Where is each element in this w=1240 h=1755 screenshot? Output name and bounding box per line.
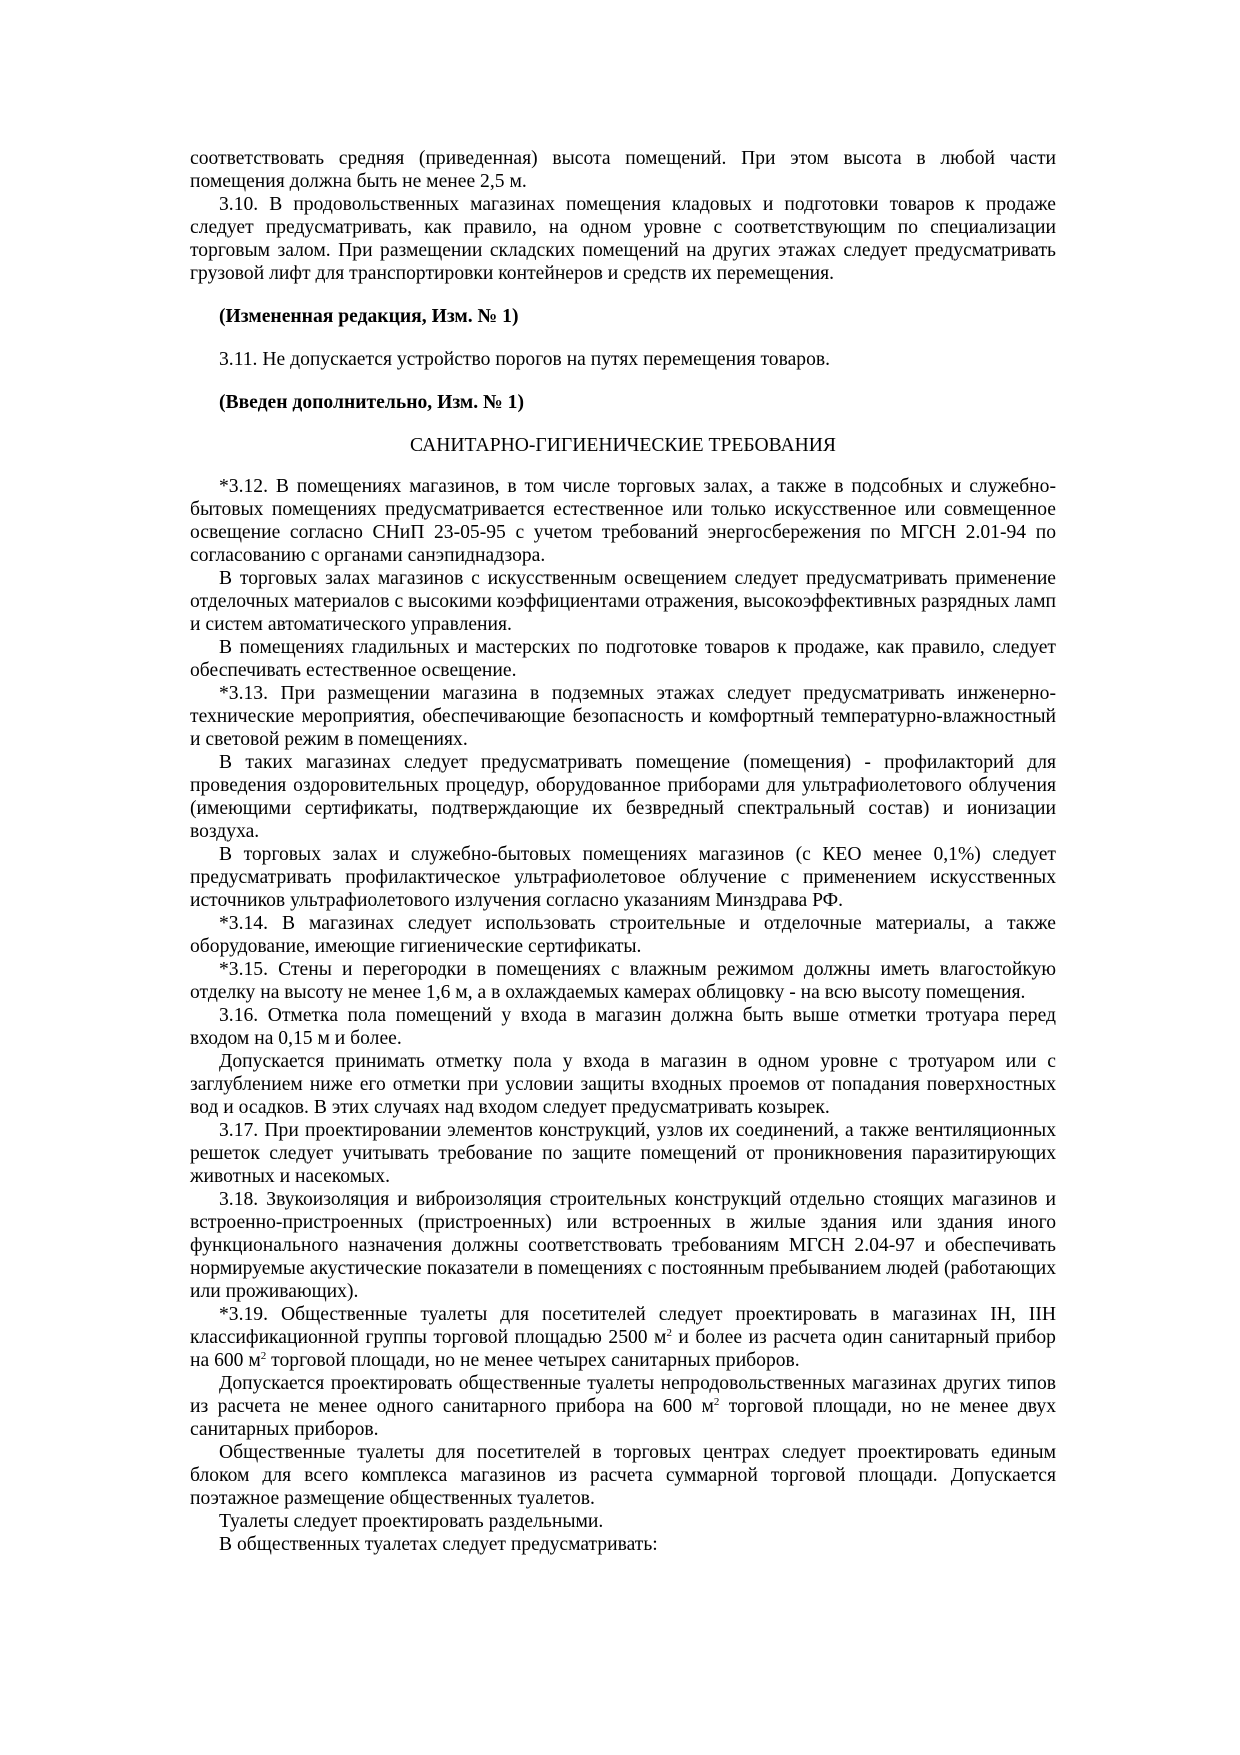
paragraph-3-13: *3.13. При размещении магазина в подземных этажах следует предусматривать инженерно-технические мероприятия, обеспечивающие безопасность и комфортный температурно-влажностный и световой режим в помещениях. <box>190 683 1056 750</box>
amendment-note-2: (Введен дополнительно, Изм. № 1) <box>219 392 524 413</box>
document-page <box>190 147 1056 1556</box>
paragraph-3-19-d: Туалеты следует проектировать раздельными. <box>219 1511 604 1532</box>
paragraph-3-19-b-text-2: торговой площади, но не менее двух санитарных приборов. <box>190 1396 1056 1440</box>
paragraph-3-12-b: В торговых залах магазинов с искусственным освещением следует предусматривать применение отделочных материалов с высокими коэффициентами отражения, высокоэффективных разрядных ламп и систем автоматического управления. <box>190 568 1056 635</box>
paragraph-3-15: *3.15. Стены и перегородки в помещениях с влажным режимом должны иметь влагостойкую отделку на высоту не менее 1,6 м, а в охлаждаемых камерах облицовку - на всю высоту помещения. <box>190 959 1056 1003</box>
paragraph-3-19-c: Общественные туалеты для посетителей в торговых центрах следует проектировать единым блоком для всего комплекса магазинов из расчета суммарной торговой площади. Допускается поэтажное размещение общественных туалетов. <box>190 1442 1056 1509</box>
paragraph-3-13-c: В торговых залах и служебно-бытовых помещениях магазинов (с КЕО менее 0,1%) следует предусматривать профилактическое ультрафиолетовое облучение с применением искусственных источников ультрафиолетового излучения согласно указаниям Минздрава РФ. <box>190 844 1056 911</box>
paragraph-3-18: 3.18. Звукоизоляция и виброизоляция строительных конструкций отдельно стоящих магазинов и встроенно-пристроенных (пристроенных) или встроенных в жилые здания или здания иного функционального назначения должны соответствовать требованиям МГСН 2.04-97 и обеспечивать нормируемые акустические показатели в помещениях с постоянным пребыванием людей (работающих или проживающих). <box>190 1189 1056 1302</box>
paragraph-3-10: 3.10. В продовольственных магазинах помещения кладовых и подготовки товаров к продаже следует предусматривать, как правило, на одном уровне с соответствующим по специализации торговым залом. При размещении складских помещений на других этажах следует предусматривать грузовой лифт для транспортировки контейнеров и средств их перемещения. <box>190 194 1056 284</box>
section-heading: САНИТАРНО-ГИГИЕНИЧЕСКИЕ ТРЕБОВАНИЯ <box>410 435 836 456</box>
paragraph-3-13-b: В таких магазинах следует предусматривать помещение (помещения) - профилакторий для проведения оздоровительных процедур, оборудованное приборами для ультрафиолетового облучения (имеющими сертификаты, подтверждающие их безвредный спектральный состав) и ионизации воздуха. <box>190 752 1056 842</box>
paragraph-3-19-text-2: и более из расчета один санитарный прибор на 600 м <box>190 1327 1056 1371</box>
paragraph-3-14: *3.14. В магазинах следует использовать строительные и отделочные материалы, а также оборудование, имеющие гигиенические сертификаты. <box>190 913 1056 957</box>
paragraph-3-12-c: В помещениях гладильных и мастерских по подготовке товаров к продаже, как правило, следует обеспечивать естественное освещение. <box>190 637 1056 681</box>
paragraph-3-9-continuation: соответствовать средняя (приведенная) высота помещений. При этом высота в любой части помещения должна быть не менее 2,5 м. <box>190 148 1056 192</box>
superscript-2: 2 <box>713 1396 720 1408</box>
paragraph-3-19-text-1: *3.19. Общественные туалеты для посетителей следует проектировать в магазинах IН, IIН классификационной группы торговой площадью 2500 м <box>190 1304 1056 1348</box>
paragraph-3-19 <box>190 1303 1056 1372</box>
paragraph-3-16: 3.16. Отметка пола помещений у входа в магазин должна быть выше отметки тротуара перед входом на 0,15 м и более. <box>190 1005 1056 1049</box>
paragraph-3-11: 3.11. Не допускается устройство порогов на путях перемещения товаров. <box>219 349 831 370</box>
amendment-note-1: (Измененная редакция, Изм. № 1) <box>219 306 519 327</box>
superscript-2: 2 <box>666 1327 672 1339</box>
superscript-2: 2 <box>260 1350 267 1362</box>
paragraph-3-16-b: Допускается принимать отметку пола у входа в магазин в одном уровне с тротуаром или с заглублением ниже его отметки при условии защиты входных проемов от попадания поверхностных вод и осадков. В этих случаях над входом следует предусматривать козырек. <box>190 1051 1056 1118</box>
paragraph-3-19-text-3: торговой площади, но не менее четырех санитарных приборов. <box>266 1350 800 1371</box>
paragraph-3-19-b-text-1: Допускается проектировать общественные туалеты непродовольственных магазинах других типов из расчета не менее одного санитарного прибора на 600 м <box>190 1373 1056 1417</box>
paragraph-3-17: 3.17. При проектировании элементов конструкций, узлов их соединений, а также вентиляционных решеток следует учитывать требование по защите помещений от проникновения паразитирующих животных и насекомых. <box>190 1120 1056 1187</box>
paragraph-3-12: *3.12. В помещениях магазинов, в том числе торговых залах, а также в подсобных и служебно-бытовых помещениях предусматривается естественное или только искусственное или совмещенное освещение согласно СНиП 23-05-95 с учетом требований энергосбережения по МГСН 2.01-94 по согласованию с органами санэпиднадзора. <box>190 476 1056 566</box>
paragraph-3-19-b <box>190 1372 1056 1441</box>
paragraph-3-19-e: В общественных туалетах следует предусматривать: <box>219 1534 658 1555</box>
